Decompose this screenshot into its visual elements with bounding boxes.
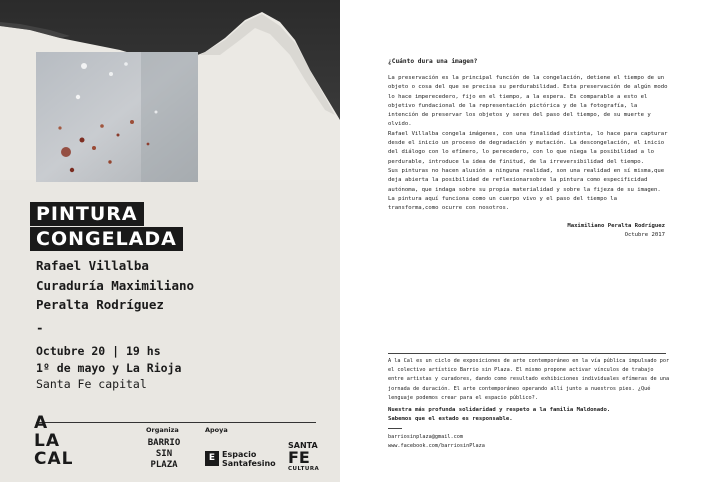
event-date: Octubre 20 | 19 hs (36, 344, 161, 358)
espacio-santafesino-logo: Espacio Santafesino (222, 450, 276, 468)
painting-image (36, 52, 198, 182)
essay-paragraph: La pintura aquí funciona como un cuerpo vivo y el paso del tiempo la transforma,como ocurre con nosotros. (388, 195, 618, 212)
event-city: Santa Fe capital (36, 377, 147, 391)
painting-photo (36, 52, 198, 182)
barrio-sin-plaza-logo: BARRIO SIN PLAZA (147, 438, 181, 470)
contact-divider (388, 428, 402, 429)
project-info: A la Cal es un ciclo de exposiciones de arte contemporáneo en la vía pública impulsado por el colectivo artístico Barrio sin Plaza. El mismo propone activar vínculos de trabajo entre artistas y curadores, dando como resultado exhibiciones individuales efímeras de una jornada de duración. El arte contemporáneo operando allí junto a nuestros pies. ¿Qué lenguaje podemos crear para el espacio público?. (388, 358, 670, 401)
essay-body (388, 74, 670, 213)
signature-date: Octubre 2017 (624, 232, 665, 239)
signature-name: Maximiliano Peralta Rodríguez (567, 223, 665, 229)
info-divider (388, 353, 666, 354)
organiza-label: Organiza (146, 426, 179, 434)
footer-divider (36, 422, 316, 423)
curator-line-2: Peralta Rodríguez (36, 297, 164, 312)
essay-title: ¿Cuánto dura una imagen? (388, 58, 478, 65)
poster-panel (0, 0, 340, 482)
event-address: 1º de mayo y La Rioja (36, 361, 182, 375)
email-link[interactable]: barriosinplaza@gmail.com (388, 434, 463, 440)
dash-separator: - (36, 320, 44, 335)
facebook-link[interactable]: www.facebook.com/barriosinPlaza (388, 443, 485, 450)
signature (567, 222, 665, 241)
artist-name: Rafael Villalba (36, 258, 149, 273)
espacio-santafesino-icon: E (205, 451, 219, 466)
essay-paragraph: La preservación es la principal función de la congelación, detiene el tiempo de un objeto o cosa del que se precisa su perdurabilidad. Esta preservación de algún modo lo hace imperecedero, fijo en el tiempo, a la espera. Es comparable a esto el objetivo fundacional de la representación pictórica y de la fotografía, la intención de preservar los objetos y seres del paso del tiempo, de su muerte y olvido. (388, 75, 668, 128)
santa-fe-cultura-logo: SANTA FE CULTURA (288, 441, 320, 472)
essay-paragraph: Rafael Villalba congela imágenes, con una finalidad distinta, lo hace para capturar desde el inicio un proceso de degradación y mutación. La descongelación, el inicio del diálogo con lo efímero, lo perecedero, con lo que niega la posibilidad a lo perdurable, introduce la idea de finitud, de la irreversibilidad del tiempo. (388, 130, 668, 165)
title-line-1: PINTURA (30, 202, 144, 226)
title-line-2: CONGELADA (30, 227, 183, 251)
essay-paragraph: Sus pinturas no hacen alusión a ninguna realidad, son una realidad en sí misma,que deja abierta la posibilidad de reflexionarsobre la pintura como especificidad autónoma, que indaga sobre su propia materialidad y sobre la fijeza de su imagen. (388, 167, 665, 193)
solidarity-statement: Nuestra más profunda solidaridad y respeto a la familia Maldonado. Sabemos que el estado es responsable. (388, 407, 611, 423)
a-la-cal-logo: A LA CAL (34, 413, 74, 469)
text-page (340, 0, 720, 482)
contact-info (388, 433, 485, 451)
curator-line-1: Curaduría Maximiliano (36, 278, 195, 293)
apoya-label: Apoya (205, 426, 228, 434)
